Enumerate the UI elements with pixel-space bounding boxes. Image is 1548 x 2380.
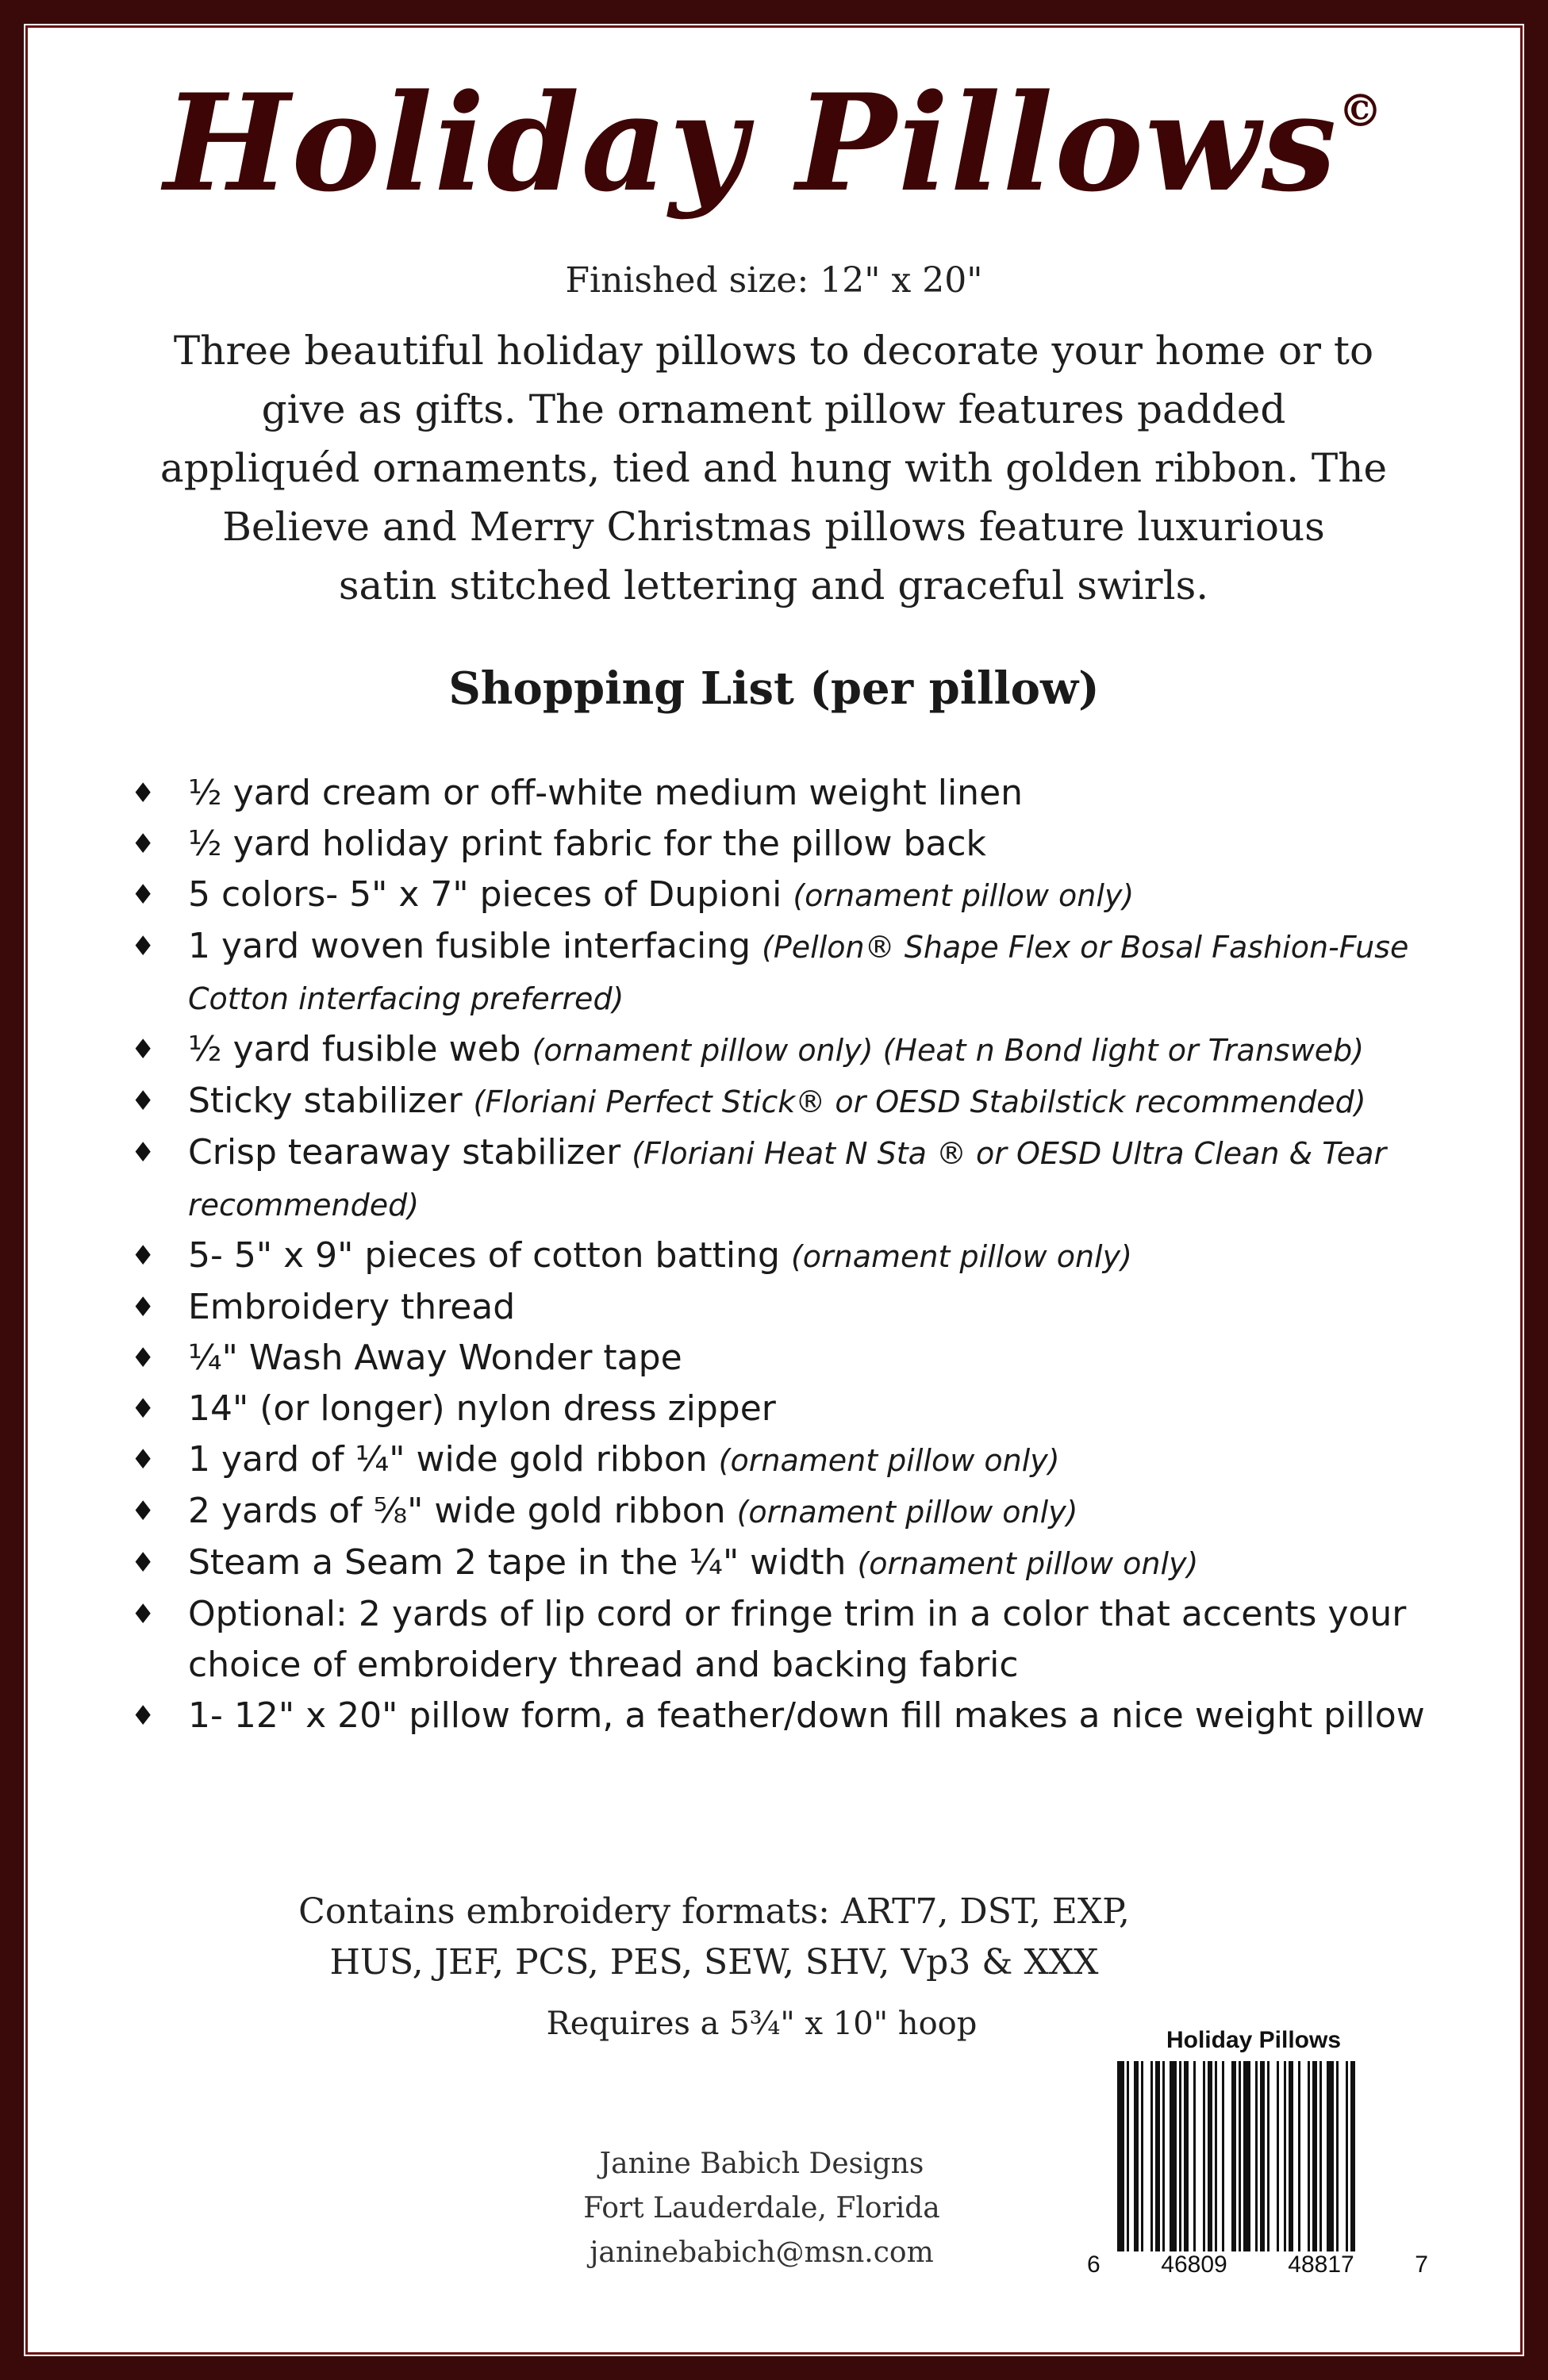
barcode-digit-group: 46809 bbox=[1161, 2251, 1227, 2278]
list-item bbox=[131, 819, 1432, 869]
barcode-bar bbox=[1350, 2061, 1355, 2251]
list-item bbox=[131, 1230, 1432, 1282]
list-item bbox=[131, 1537, 1432, 1589]
barcode-bar bbox=[1312, 2061, 1317, 2251]
list-item bbox=[131, 1076, 1432, 1127]
barcode-icon bbox=[1117, 2061, 1419, 2251]
barcode-bar bbox=[1162, 2061, 1165, 2251]
barcode-bar bbox=[1170, 2061, 1177, 2251]
barcode-bar bbox=[1327, 2061, 1334, 2251]
item-text: 1 yard of ¼" wide gold ribbon bbox=[188, 1439, 708, 1480]
list-item bbox=[131, 921, 1432, 1024]
formats-line: HUS, JEF, PCS, PES, SEW, SHV, Vp3 & XXX bbox=[329, 1942, 1099, 1983]
barcode-bar bbox=[1117, 2061, 1124, 2251]
barcode-bar bbox=[1260, 2061, 1265, 2251]
item-note: (Pellon® Shape Flex or Bosal Fashion-Fuse Cotton interfacing preferred) bbox=[188, 930, 1409, 1016]
finished-size: Finished size: 12" x 20" bbox=[565, 260, 983, 301]
item-text: 1- 12" x 20" pillow form, a feather/down fill makes a nice weight pillow bbox=[188, 1695, 1425, 1736]
barcode-bar bbox=[1179, 2061, 1181, 2251]
list-item bbox=[131, 1486, 1432, 1537]
item-note: (ornament pillow only) bbox=[718, 1443, 1060, 1478]
item-text: ½ yard holiday print fabric for the pillow back bbox=[188, 823, 987, 864]
list-item bbox=[131, 1333, 1432, 1384]
intro-line: appliquéd ornaments, tied and hung with golden ribbon. The bbox=[159, 445, 1388, 491]
page-title bbox=[0, 64, 1548, 221]
barcode-digit-group: 48817 bbox=[1288, 2251, 1354, 2278]
designer-location: Fort Lauderdale, Florida bbox=[583, 2192, 940, 2225]
list-item bbox=[131, 1691, 1432, 1741]
item-text: Crisp tearaway stabilizer bbox=[188, 1132, 621, 1173]
barcode-bar bbox=[1215, 2061, 1217, 2251]
barcode-bar bbox=[1141, 2061, 1143, 2251]
item-text: 5 colors- 5" x 7" pieces of Dupioni bbox=[188, 874, 782, 915]
designer-credits bbox=[555, 2142, 968, 2275]
barcode-bar bbox=[1150, 2061, 1153, 2251]
list-item bbox=[131, 1127, 1432, 1230]
intro-line: Three beautiful holiday pillows to decorate your home or to bbox=[173, 328, 1374, 374]
barcode-bar bbox=[1284, 2061, 1286, 2251]
barcode-bar bbox=[1222, 2061, 1224, 2251]
barcode-bar bbox=[1289, 2061, 1293, 2251]
shopping-list-heading: Shopping List (per pillow) bbox=[448, 662, 1100, 715]
barcode-bar bbox=[1319, 2061, 1322, 2251]
list-item bbox=[131, 1384, 1432, 1434]
item-note: (ornament pillow only) (Heat n Bond light or Transweb) bbox=[532, 1033, 1365, 1068]
barcode-bar bbox=[1267, 2061, 1270, 2251]
item-note: (ornament pillow only) bbox=[793, 878, 1135, 913]
item-text: ¼" Wash Away Wonder tape bbox=[188, 1338, 682, 1378]
item-text: Steam a Seam 2 tape in the ¼" width bbox=[188, 1542, 847, 1583]
embroidery-formats bbox=[286, 1887, 1143, 1988]
item-text: 5- 5" x 9" pieces of cotton batting bbox=[188, 1235, 780, 1276]
barcode-bar bbox=[1231, 2061, 1236, 2251]
list-item bbox=[131, 1434, 1432, 1486]
barcode-bar bbox=[1298, 2061, 1300, 2251]
item-text: ½ yard cream or off-white medium weight linen bbox=[188, 773, 1024, 813]
title-text: Holiday Pillows bbox=[163, 64, 1339, 221]
barcode-bar bbox=[1239, 2061, 1241, 2251]
barcode-bar bbox=[1184, 2061, 1189, 2251]
barcode-bar bbox=[1277, 2061, 1279, 2251]
shopping-list bbox=[131, 768, 1432, 1741]
item-note: (ornament pillow only) bbox=[736, 1495, 1078, 1530]
item-note: (Floriani Perfect Stick® or OESD Stabilstick recommended) bbox=[473, 1084, 1366, 1119]
item-text: 2 yards of ⅝" wide gold ribbon bbox=[188, 1491, 726, 1531]
list-item bbox=[131, 1589, 1432, 1691]
designer-name: Janine Babich Designs bbox=[599, 2148, 924, 2180]
barcode-bar bbox=[1346, 2061, 1348, 2251]
intro-paragraph bbox=[159, 321, 1389, 615]
item-text: 14" (or longer) nylon dress zipper bbox=[188, 1388, 776, 1429]
barcode-digit-group: 7 bbox=[1415, 2251, 1428, 2278]
item-note: (ornament pillow only) bbox=[857, 1546, 1199, 1581]
item-text: Sticky stabilizer bbox=[188, 1081, 463, 1121]
hoop-requirement: Requires a 5¾" x 10" hoop bbox=[546, 2006, 978, 2042]
list-item bbox=[131, 869, 1432, 921]
item-text: Embroidery thread bbox=[188, 1287, 516, 1327]
item-note: (ornament pillow only) bbox=[790, 1239, 1132, 1274]
barcode-bar bbox=[1208, 2061, 1212, 2251]
barcode-bar bbox=[1127, 2061, 1129, 2251]
barcode-bar bbox=[1155, 2061, 1160, 2251]
item-text: 1 yard woven fusible interfacing bbox=[188, 926, 751, 966]
barcode-bar bbox=[1255, 2061, 1258, 2251]
barcode-bar bbox=[1134, 2061, 1139, 2251]
intro-line: satin stitched lettering and graceful swirls. bbox=[338, 562, 1209, 608]
barcode-bar bbox=[1243, 2061, 1250, 2251]
barcode-title: Holiday Pillows bbox=[1166, 2027, 1342, 2053]
item-text: ½ yard fusible web bbox=[188, 1029, 521, 1069]
barcode-digit-group: 6 bbox=[1087, 2251, 1101, 2278]
list-item bbox=[131, 768, 1432, 819]
formats-line: Contains embroidery formats: ART7, DST, EXP, bbox=[298, 1891, 1130, 1932]
intro-line: Believe and Merry Christmas pillows feature luxurious bbox=[222, 504, 1325, 550]
barcode-bar bbox=[1336, 2061, 1339, 2251]
designer-email: janinebabich@msn.com bbox=[590, 2236, 934, 2269]
barcode-bar bbox=[1193, 2061, 1196, 2251]
intro-line: give as gifts. The ornament pillow features padded bbox=[261, 386, 1286, 432]
item-note: (Floriani Heat N Sta ® or OESD Ultra Clean & Tear recommended) bbox=[188, 1136, 1387, 1223]
list-item bbox=[131, 1024, 1432, 1076]
list-item bbox=[131, 1282, 1432, 1333]
barcode-digits bbox=[1087, 2251, 1428, 2278]
copyright-mark: © bbox=[1338, 85, 1385, 137]
barcode-bar bbox=[1203, 2061, 1205, 2251]
barcode-bar bbox=[1308, 2061, 1310, 2251]
item-text: Optional: 2 yards of lip cord or fringe trim in a color that accents your choice of embroidery thread and backing fabric bbox=[188, 1594, 1407, 1685]
